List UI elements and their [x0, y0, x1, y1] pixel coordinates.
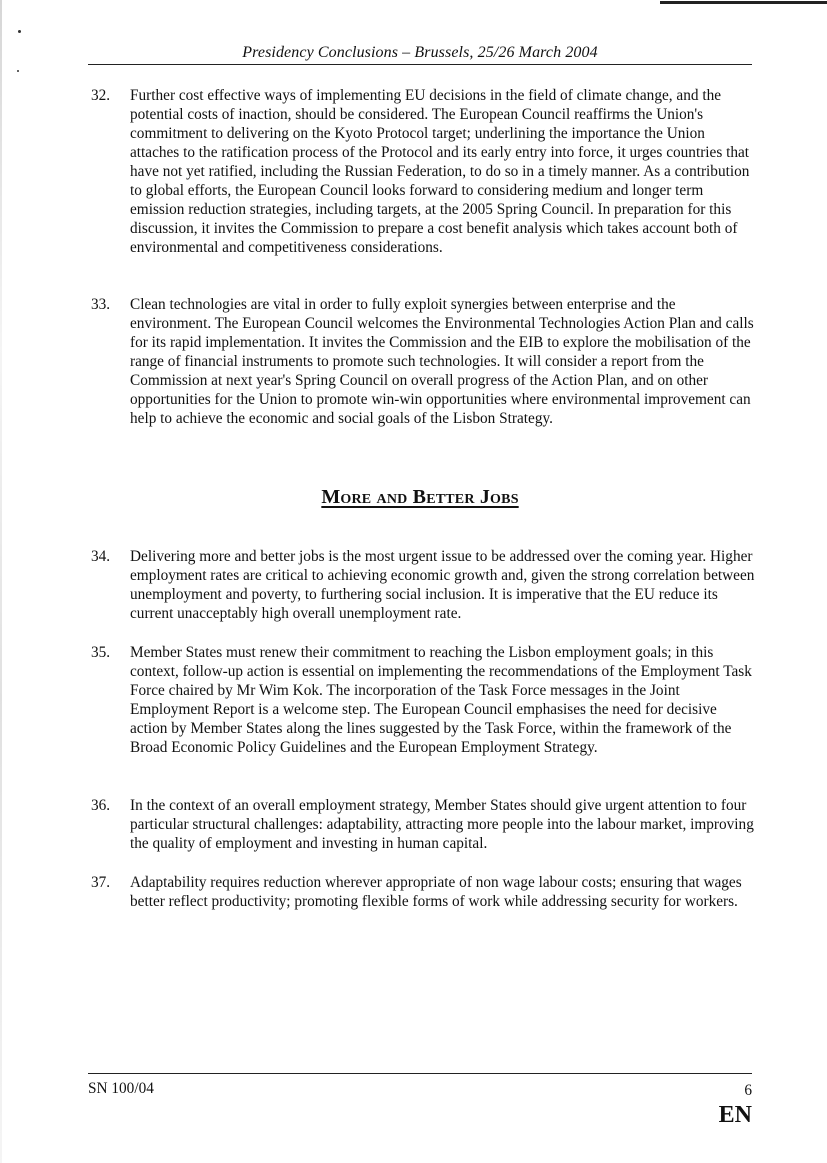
paragraph-number: 34.: [91, 548, 111, 565]
scan-speck: [18, 30, 21, 33]
scan-edge: [0, 0, 2, 1163]
paragraph-text: Clean technologies are vital in order to fully exploit synergies between enterprise and the environment. The European Council welcomes the Environmental Technologies Action Plan and calls for its rapid implementation. It invites the Commission and the EIB to explore the mobilisation of the range of financial instruments to promote such technologies. It will consider a report from the Commission at next year's Spring Council on overall progress of the Action Plan, and on other opportunities for the Union to promote win-win opportunities where environmental improvement can help to achieve the economic and social goals of the Lisbon Strategy.: [130, 296, 754, 427]
paragraph-32: [91, 86, 755, 257]
paragraph-number: 32.: [91, 87, 111, 104]
paragraph-number: 36.: [91, 797, 111, 814]
paragraph-33: [91, 295, 755, 428]
paragraph-37: [91, 873, 755, 911]
paragraph-35: [91, 643, 755, 757]
paragraph-34: [91, 547, 755, 623]
paragraph-number: 35.: [91, 644, 111, 661]
language-code: EN: [718, 1102, 752, 1128]
paragraph-text: Delivering more and better jobs is the most urgent issue to be addressed over the coming year. Higher employment rates are critical to achieving economic growth and, given the strong correlation between unemployment and poverty, to furthering social inclusion. It is imperative that the EU reduce its current unacceptably high overall unemployment rate.: [130, 548, 755, 622]
header-rule: [88, 64, 752, 65]
section-title: More and Better Jobs: [321, 486, 519, 508]
scan-speck: [17, 70, 19, 72]
running-header: Presidency Conclusions – Brussels, 25/26 March 2004: [242, 44, 598, 61]
paragraph-36: [91, 796, 755, 853]
paragraph-text: In the context of an overall employment strategy, Member States should give urgent attention to four particular structural challenges: adaptability, attracting more people into the labour market, improving the quality of employment and investing in human capital.: [130, 797, 754, 852]
paragraph-number: 37.: [91, 874, 111, 891]
footer-rule: [88, 1073, 752, 1074]
paragraph-text: Adaptability requires reduction wherever appropriate of non wage labour costs; ensuring that wages better reflect productivity; promoting flexible forms of work while addressing security for workers.: [130, 874, 742, 910]
paragraph-text: Further cost effective ways of implementing EU decisions in the field of climate change, and the potential costs of inaction, should be considered. The European Council reaffirms the Union's commitment to delivering on the Kyoto Protocol target; underlining the importance the Union attaches to the ratification process of the Protocol and its early entry into force, it urges countries that have not yet ratified, including the Russian Federation, to do so in a timely manner. As a contribution to global efforts, the European Council looks forward to considering medium and longer term emission reduction strategies, including targets, at the 2005 Spring Council. In preparation for this discussion, it invites the Commission to prepare a cost benefit analysis which takes account both of environmental and competitiveness considerations.: [130, 87, 750, 256]
paragraph-number: 33.: [91, 296, 111, 313]
top-rule: [660, 1, 827, 4]
page-number: 6: [744, 1082, 752, 1099]
paragraph-text: Member States must renew their commitment to reaching the Lisbon employment goals; in this context, follow-up action is essential on implementing the recommendations of the Employment Task Force chaired by Mr Wim Kok. The incorporation of the Task Force messages in the Joint Employment Report is a welcome step. The European Council emphasises the need for decisive action by Member States along the lines suggested by the Task Force, within the framework of the Broad Economic Policy Guidelines and the European Employment Strategy.: [130, 644, 752, 756]
document-reference: SN 100/04: [88, 1080, 154, 1097]
